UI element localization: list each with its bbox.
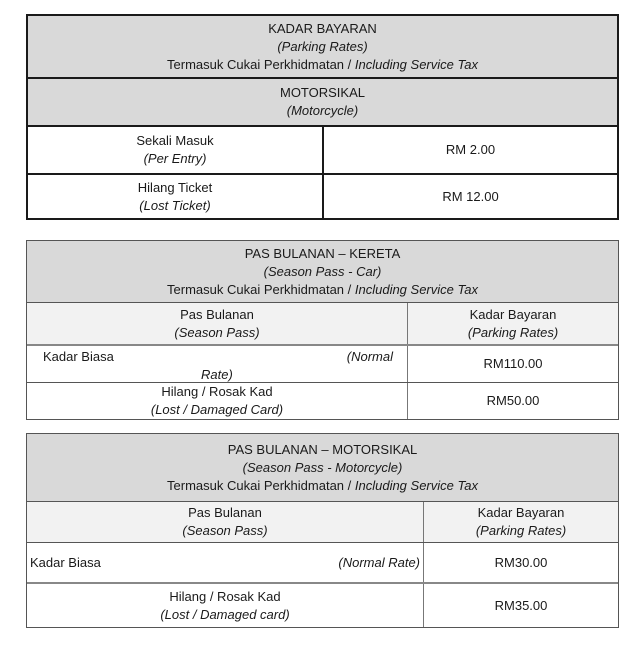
table-title: PAS BULANAN – MOTORSIKAL xyxy=(227,441,418,457)
season-pass-motorcycle-table xyxy=(26,433,619,628)
column-header-en: (Season Pass) xyxy=(182,523,268,538)
row-value: RM50.00 xyxy=(486,393,540,408)
category-title: MOTORSIKAL xyxy=(279,85,365,100)
table-title: KADAR BAYARAN xyxy=(268,20,377,36)
row-label-en: (Lost / Damaged card) xyxy=(160,606,290,622)
table-title-en: (Parking Rates) xyxy=(277,38,368,54)
tax-note xyxy=(167,56,478,74)
row-label: Kadar Biasa xyxy=(43,349,114,364)
row-label-en: (Normal Rate) xyxy=(338,554,420,570)
row-label-en: (Per Entry) xyxy=(143,151,207,166)
row-label-en-part2: Rate) xyxy=(201,367,233,382)
table-row xyxy=(27,344,618,382)
column-header-en: (Season Pass) xyxy=(174,324,260,340)
column-header-en: (Parking Rates) xyxy=(467,324,559,340)
table-row xyxy=(27,582,618,627)
row-label-en-part1: (Normal xyxy=(346,349,393,364)
column-header: Pas Bulanan xyxy=(188,505,262,520)
season-pass-car-table xyxy=(26,240,619,420)
row-label: Sekali Masuk xyxy=(136,133,214,148)
table-row xyxy=(27,382,618,419)
table-row xyxy=(28,125,617,173)
row-value: RM30.00 xyxy=(494,554,548,570)
row-label: Hilang / Rosak Kad xyxy=(161,384,273,399)
column-header-en: (Parking Rates) xyxy=(475,523,567,538)
table-title-en: (Season Pass - Motorcycle) xyxy=(242,459,403,475)
tax-note-ms: Termasuk Cukai Perkhidmatan / xyxy=(167,56,355,72)
row-value: RM110.00 xyxy=(483,356,543,371)
row-value: RM 12.00 xyxy=(442,188,499,204)
column-header: Kadar Bayaran xyxy=(469,306,557,322)
table-row xyxy=(28,173,617,218)
row-value: RM 2.00 xyxy=(445,142,496,157)
tax-note-en: Including Service Tax xyxy=(354,56,478,72)
category-title-en: (Motorcycle) xyxy=(286,103,359,118)
row-label-en: (Lost / Damaged Card) xyxy=(150,402,284,417)
table-row xyxy=(27,542,618,582)
row-value: RM35.00 xyxy=(494,597,548,613)
row-label: Hilang Ticket xyxy=(137,179,213,195)
table-header xyxy=(28,16,617,77)
tax-note-en: Including Service Tax xyxy=(354,281,478,297)
column-header: Kadar Bayaran xyxy=(477,505,565,520)
tax-note xyxy=(167,281,478,299)
column-header: Pas Bulanan xyxy=(180,306,254,322)
table-title: PAS BULANAN – KERETA xyxy=(244,245,401,261)
table-header xyxy=(27,241,618,302)
table-header xyxy=(27,434,618,501)
column-header-row xyxy=(27,302,618,344)
row-label: Kadar Biasa xyxy=(30,554,101,570)
tax-note-ms: Termasuk Cukai Perkhidmatan / xyxy=(167,477,355,493)
row-label-en: (Lost Ticket) xyxy=(139,197,211,213)
row-label: Hilang / Rosak Kad xyxy=(169,588,281,604)
motorcycle-rates-table xyxy=(26,14,619,220)
tax-note-ms: Termasuk Cukai Perkhidmatan / xyxy=(167,281,355,297)
tax-note xyxy=(167,477,478,495)
table-title-en: (Season Pass - Car) xyxy=(263,263,382,279)
column-header-row xyxy=(27,501,618,542)
tax-note-en: Including Service Tax xyxy=(354,477,478,493)
category-header xyxy=(28,77,617,125)
